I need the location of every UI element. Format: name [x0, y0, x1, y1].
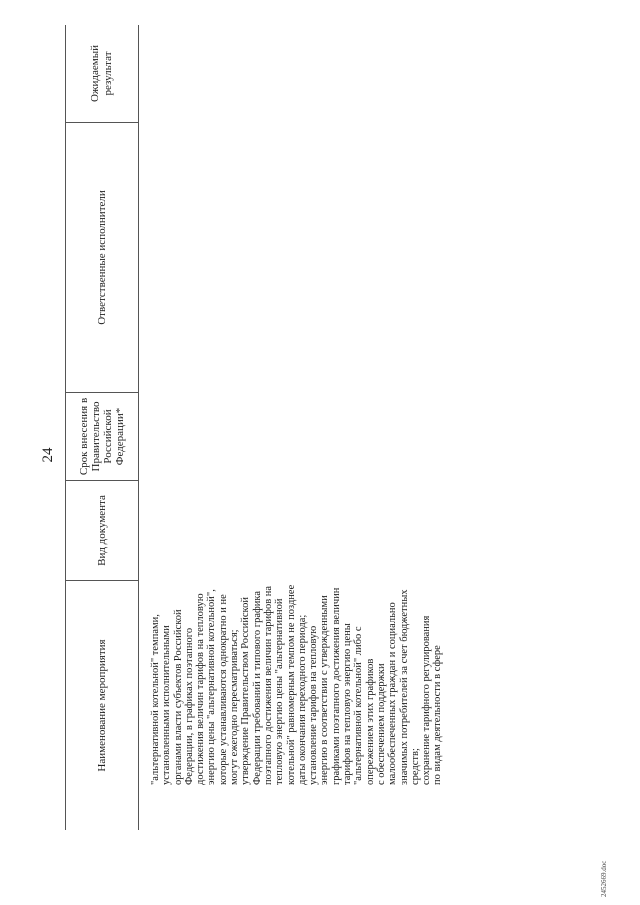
header-responsible: Ответственные исполнители	[66, 122, 138, 392]
body-line: энергию в соответствии с утвержденными	[319, 595, 331, 785]
body-line: "альтернативной котельной" либо с	[353, 626, 365, 785]
body-line: тарифов на тепловую энергию цены	[342, 623, 354, 785]
body-line: графиками поэтапного достижения величин	[330, 587, 342, 785]
table-header-row	[65, 25, 139, 830]
body-line: котельной" равномерным темпом не позднее	[285, 584, 297, 785]
body-line: по видам деятельности в сфере	[432, 645, 444, 785]
body-line: "альтернативной котельной" темпами,	[150, 614, 161, 785]
body-line: установленными исполнительными	[161, 625, 173, 785]
body-line: опережением этих графиков	[364, 658, 376, 785]
body-line: значимых потребителей за счет бюджетных	[398, 589, 410, 785]
document-code: 2452669.doc	[600, 860, 608, 897]
body-line: поэтапного достижения величин тарифов на	[262, 585, 274, 785]
body-line: достижения величин тарифов на тепловую	[195, 593, 207, 785]
header-deadline: Срок внесения в Правительство Российской Федерации*	[66, 392, 138, 480]
header-document-type: Вид документа	[66, 480, 138, 580]
body-line: тепловую энергию цены "альтернативной	[274, 598, 286, 785]
activity-description	[150, 325, 444, 785]
body-line: которые устанавливаются однократно и не	[217, 594, 229, 785]
body-line: могут ежегодно пересматриваться;	[229, 629, 241, 785]
body-line: установление тарифов на тепловую	[308, 625, 320, 785]
body-line: даты окончания переходного периода;	[296, 614, 308, 785]
page-number: 24	[40, 447, 56, 463]
body-line: сохранение тарифного регулирования	[421, 615, 433, 785]
body-line: малообеспеченных граждан и социально	[387, 602, 399, 785]
header-expected-result: Ожидаемый результат	[89, 44, 114, 103]
body-line: средств;	[409, 748, 421, 785]
body-line: энергию цены "альтернативной котельной",	[206, 589, 218, 785]
body-line: Федерации, в графиках поэтапного	[183, 627, 195, 785]
header-activity-name: Наименование мероприятия	[66, 580, 138, 830]
body-line: Федерации требований и типового графика	[251, 590, 263, 785]
body-line: органами власти субъектов Российской	[172, 609, 184, 785]
body-line: с обеспечением поддержки	[375, 663, 387, 785]
body-line: утверждение Правительством Российской	[240, 597, 252, 785]
